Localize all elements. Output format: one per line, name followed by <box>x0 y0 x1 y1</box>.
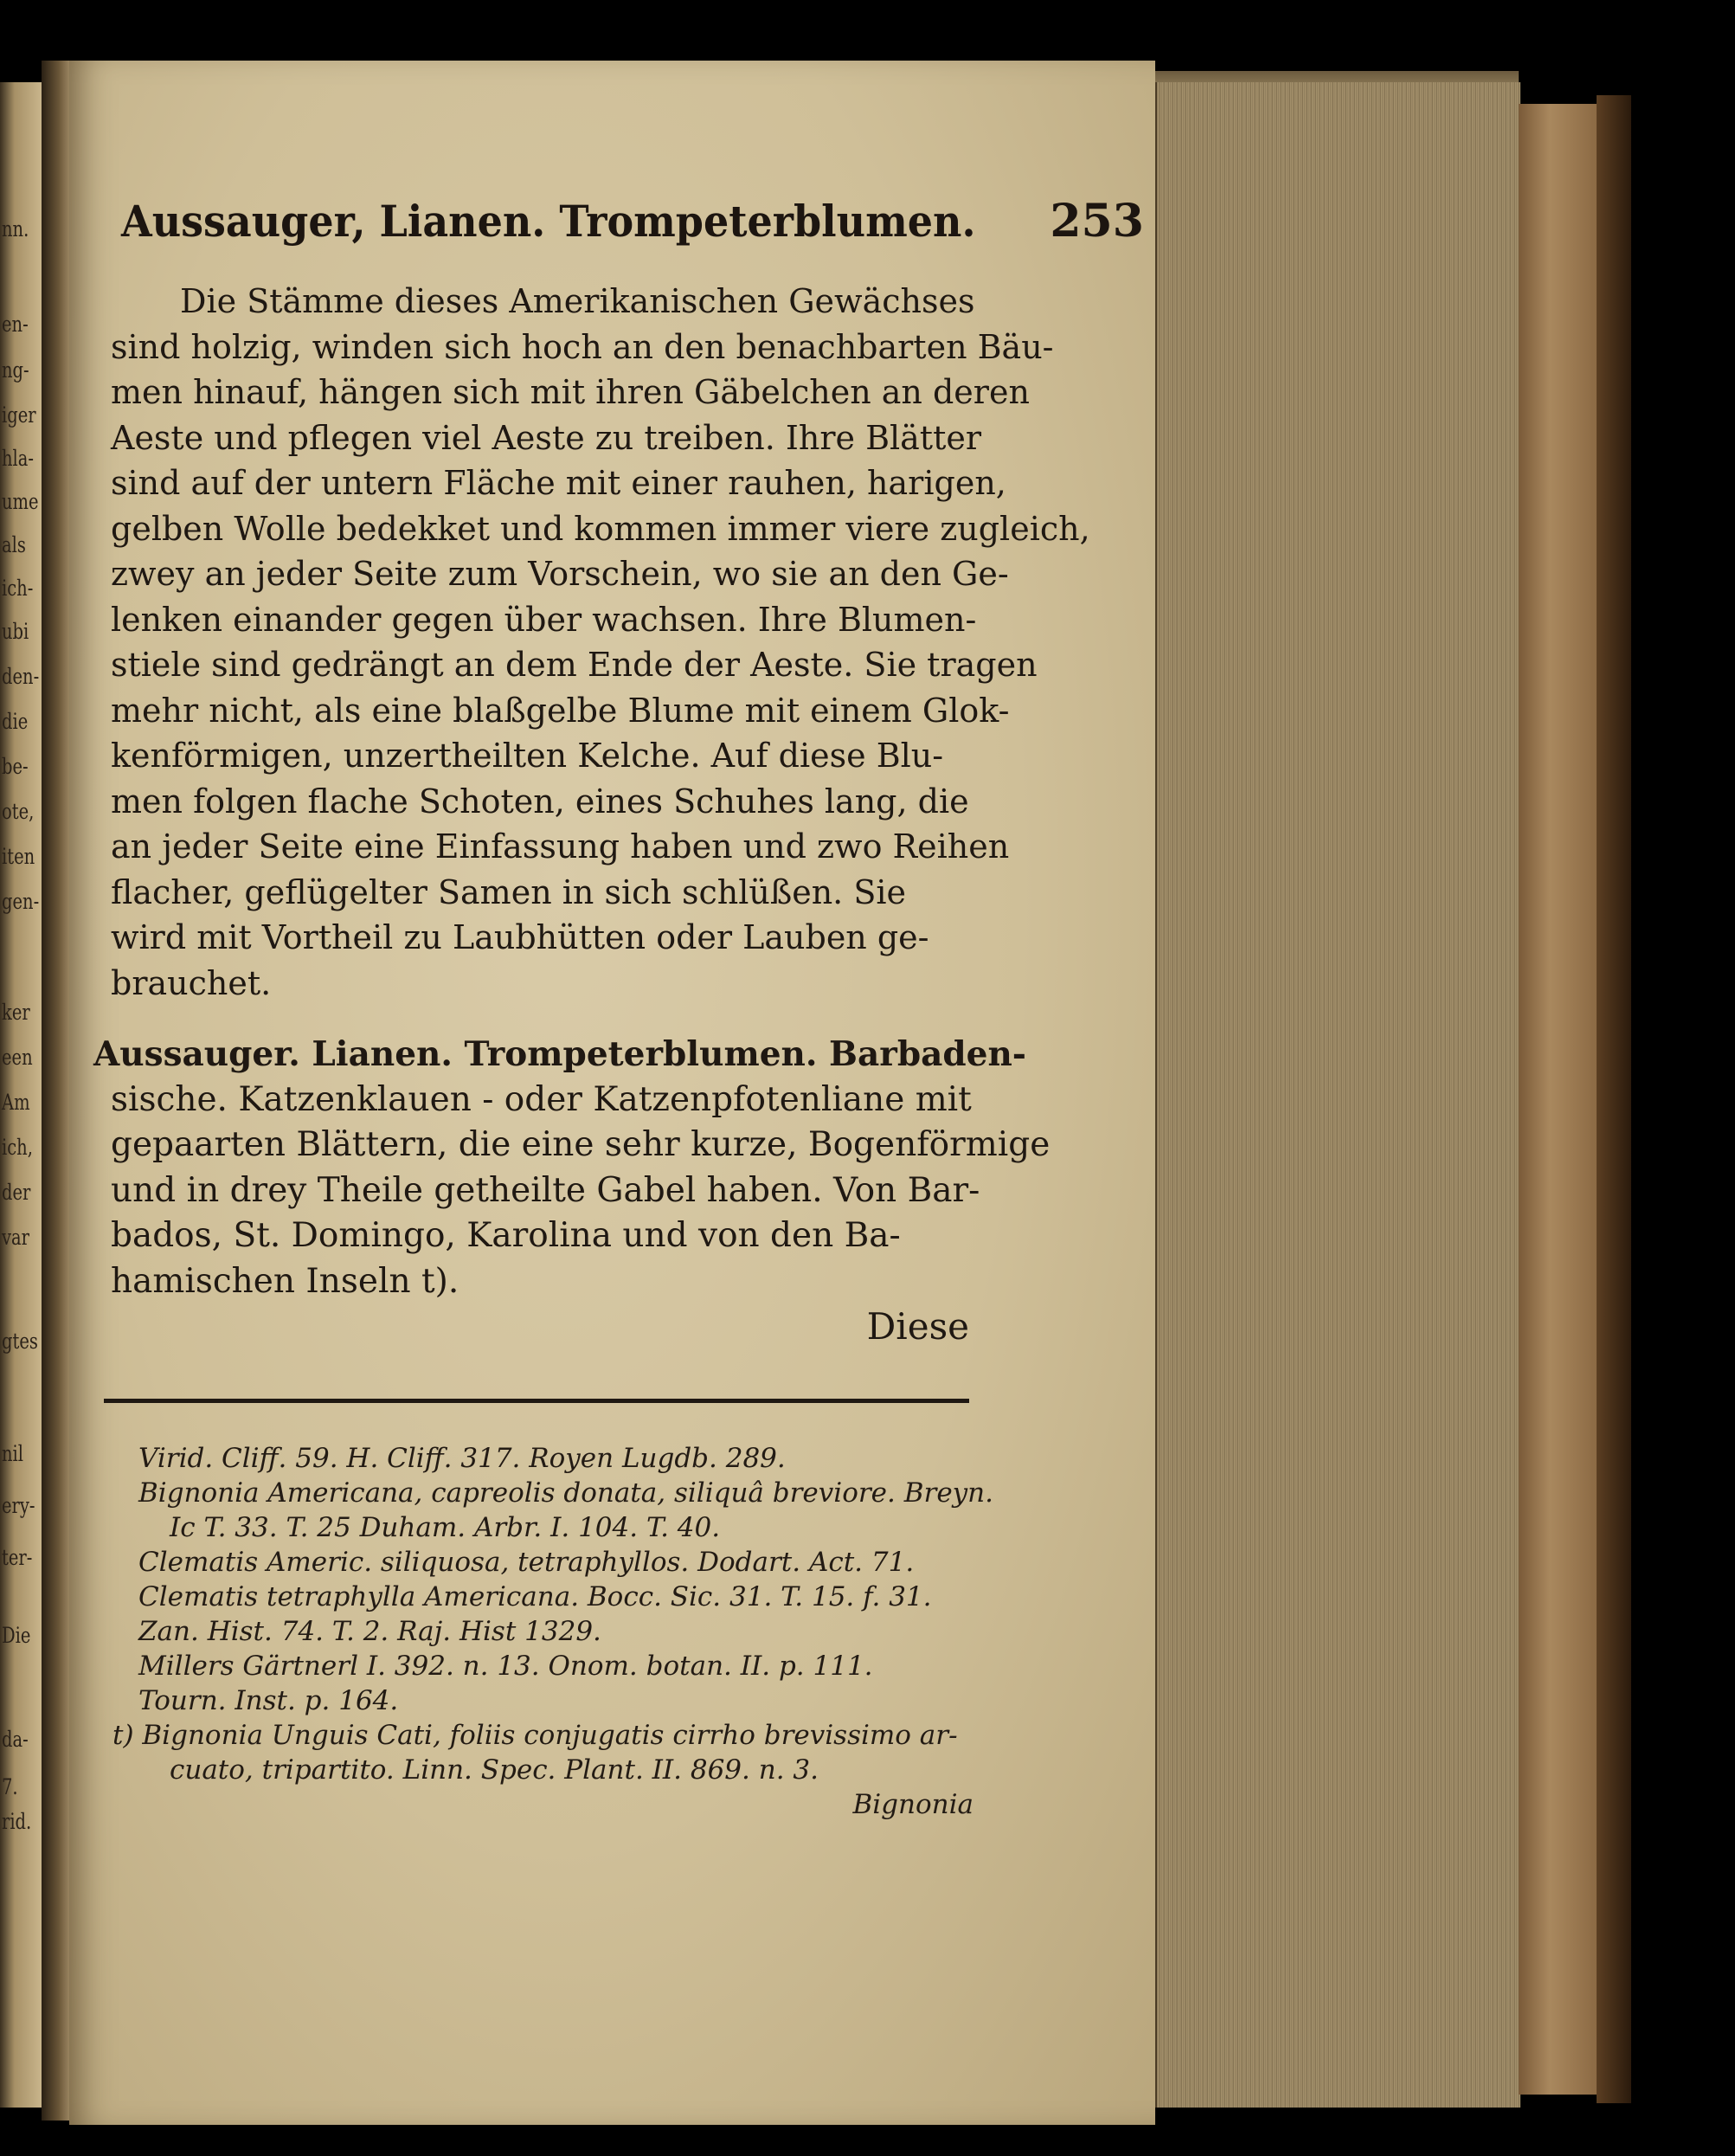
margin-fragment: be- <box>2 754 29 779</box>
text-line: men folgen flache Schoten, eines Schuhes lang, die <box>111 782 969 821</box>
book-cover-shadow <box>1597 95 1631 2103</box>
text-line: gelben Wolle bedekket und kommen immer viere zugleich, <box>111 509 1090 548</box>
footnote-catchword: Bignonia <box>852 1789 974 1820</box>
text-line: lenken einander gegen über wachsen. Ihre Blumen- <box>111 600 977 639</box>
margin-fragment: var <box>2 1225 29 1250</box>
margin-fragment: ume <box>2 489 39 514</box>
margin-fragment: die <box>2 709 29 734</box>
text-line: sind auf der untern Fläche mit einer rauhen, harigen, <box>111 464 1006 502</box>
text-line: brauchet. <box>111 963 272 1002</box>
page-block-edge <box>1155 82 1520 2108</box>
footnote-line: Bignonia Americana, capreolis donata, siliquâ breviore. Breyn. <box>138 1477 994 1509</box>
running-title: Aussauger, Lianen. Trompeterblumen. <box>121 196 976 247</box>
text-line: wird mit Vortheil zu Laubhütten oder Lauben ge- <box>111 918 929 956</box>
left-page-edge <box>0 82 42 2108</box>
footnote-line: Ic T. 33. T. 25 Duham. Arbr. I. 104. T. 40. <box>170 1512 721 1543</box>
text-line: men hinauf, hängen sich mit ihren Gäbelchen an deren <box>111 373 1030 411</box>
text-line: und in drey Theile getheilte Gabel haben. Von Bar- <box>111 1170 980 1210</box>
text-line: Die Stämme dieses Amerikanischen Gewächses <box>180 282 975 320</box>
margin-fragment: ote, <box>2 799 35 824</box>
margin-fragment: nn. <box>2 216 29 241</box>
margin-fragment: en- <box>2 312 29 337</box>
footnote-line: Clematis Americ. siliquosa, tetraphyllos. Dodart. Act. 71. <box>138 1547 915 1578</box>
margin-fragment: een <box>2 1045 33 1070</box>
catchword: Diese <box>866 1305 969 1348</box>
margin-fragment: als <box>2 532 26 557</box>
running-header <box>121 195 1144 248</box>
text-line: an jeder Seite eine Einfassung haben und zwo Reihen <box>111 827 1010 866</box>
text-line: Aeste und pflegen viel Aeste zu treiben. Ihre Blätter <box>111 418 981 457</box>
species-entry <box>93 1032 1051 1304</box>
margin-fragment: ker <box>2 1000 30 1025</box>
body-paragraph <box>111 279 1090 1006</box>
text-line: mehr nicht, als eine blaßgelbe Blume mit einem Glok- <box>111 691 1010 730</box>
margin-fragment: iten <box>2 844 35 869</box>
text-line: bados, St. Domingo, Karolina und von den Ba- <box>111 1216 901 1255</box>
margin-fragment: rid. <box>2 1809 32 1834</box>
text-line: flacher, geflügelter Samen in sich schlüßen. Sie <box>111 872 907 911</box>
text-line: stiele sind gedrängt an dem Ende der Aeste. Sie tragen <box>111 646 1038 684</box>
margin-fragment: hla- <box>2 446 35 471</box>
margin-fragment: iger <box>2 402 36 428</box>
text-line: sind holzig, winden sich hoch an den benachbarten Bäu- <box>111 327 1054 366</box>
margin-fragment: der <box>2 1180 31 1205</box>
footnote-line: t) Bignonia Unguis Cati, foliis conjugatis cirrho brevissimo ar- <box>112 1720 958 1751</box>
margin-fragment: gtes <box>2 1329 38 1354</box>
footnote-line: cuato, tripartito. Linn. Spec. Plant. II. 869. n. 3. <box>170 1754 819 1786</box>
footnotes <box>112 1441 994 1822</box>
margin-fragment: ich- <box>2 576 34 601</box>
footnote-line: Millers Gärtnerl I. 392. n. 13. Onom. botan. II. p. 111. <box>138 1651 873 1682</box>
margin-fragment: ter- <box>2 1545 33 1570</box>
footnote-line: Tourn. Inst. p. 164. <box>138 1685 399 1716</box>
margin-fragment: den- <box>2 664 40 689</box>
book-cover-edge <box>1519 104 1597 2095</box>
page-number: 253 <box>1050 195 1144 248</box>
footnote-rule <box>104 1399 969 1403</box>
margin-fragment: ich, <box>2 1135 33 1160</box>
margin-fragment: 7. <box>2 1774 18 1799</box>
text-line: zwey an jeder Seite zum Vorschein, wo sie an den Ge- <box>111 555 1009 593</box>
margin-fragment: ubi <box>2 619 29 644</box>
footnote-line: Zan. Hist. 74. T. 2. Raj. Hist 1329. <box>138 1616 601 1647</box>
text-line: sische. Katzenklauen - oder Katzenpfotenliane mit <box>111 1079 972 1119</box>
margin-fragment: da- <box>2 1727 29 1752</box>
text-line: hamischen Inseln t). <box>111 1261 459 1301</box>
margin-fragment: nil <box>2 1441 24 1466</box>
margin-fragment: gen- <box>2 889 40 914</box>
margin-fragment: ng- <box>2 357 29 383</box>
text-line: kenförmigen, unzertheilten Kelche. Auf diese Blu- <box>111 737 944 775</box>
text-line: gepaarten Blättern, die eine sehr kurze, Bogenförmige <box>111 1125 1051 1164</box>
margin-fragment: ery- <box>2 1493 35 1518</box>
margin-fragment: Am <box>2 1090 30 1115</box>
entry-heading-line: Aussauger. Lianen. Trompeterblumen. Barbaden- <box>93 1034 1026 1074</box>
margin-fragment: Die <box>2 1623 31 1648</box>
footnote-line: Clematis tetraphylla Americana. Bocc. Sic. 31. T. 15. f. 31. <box>138 1581 932 1612</box>
footnote-line: Virid. Cliff. 59. H. Cliff. 317. Royen Lugdb. 289. <box>138 1443 786 1474</box>
